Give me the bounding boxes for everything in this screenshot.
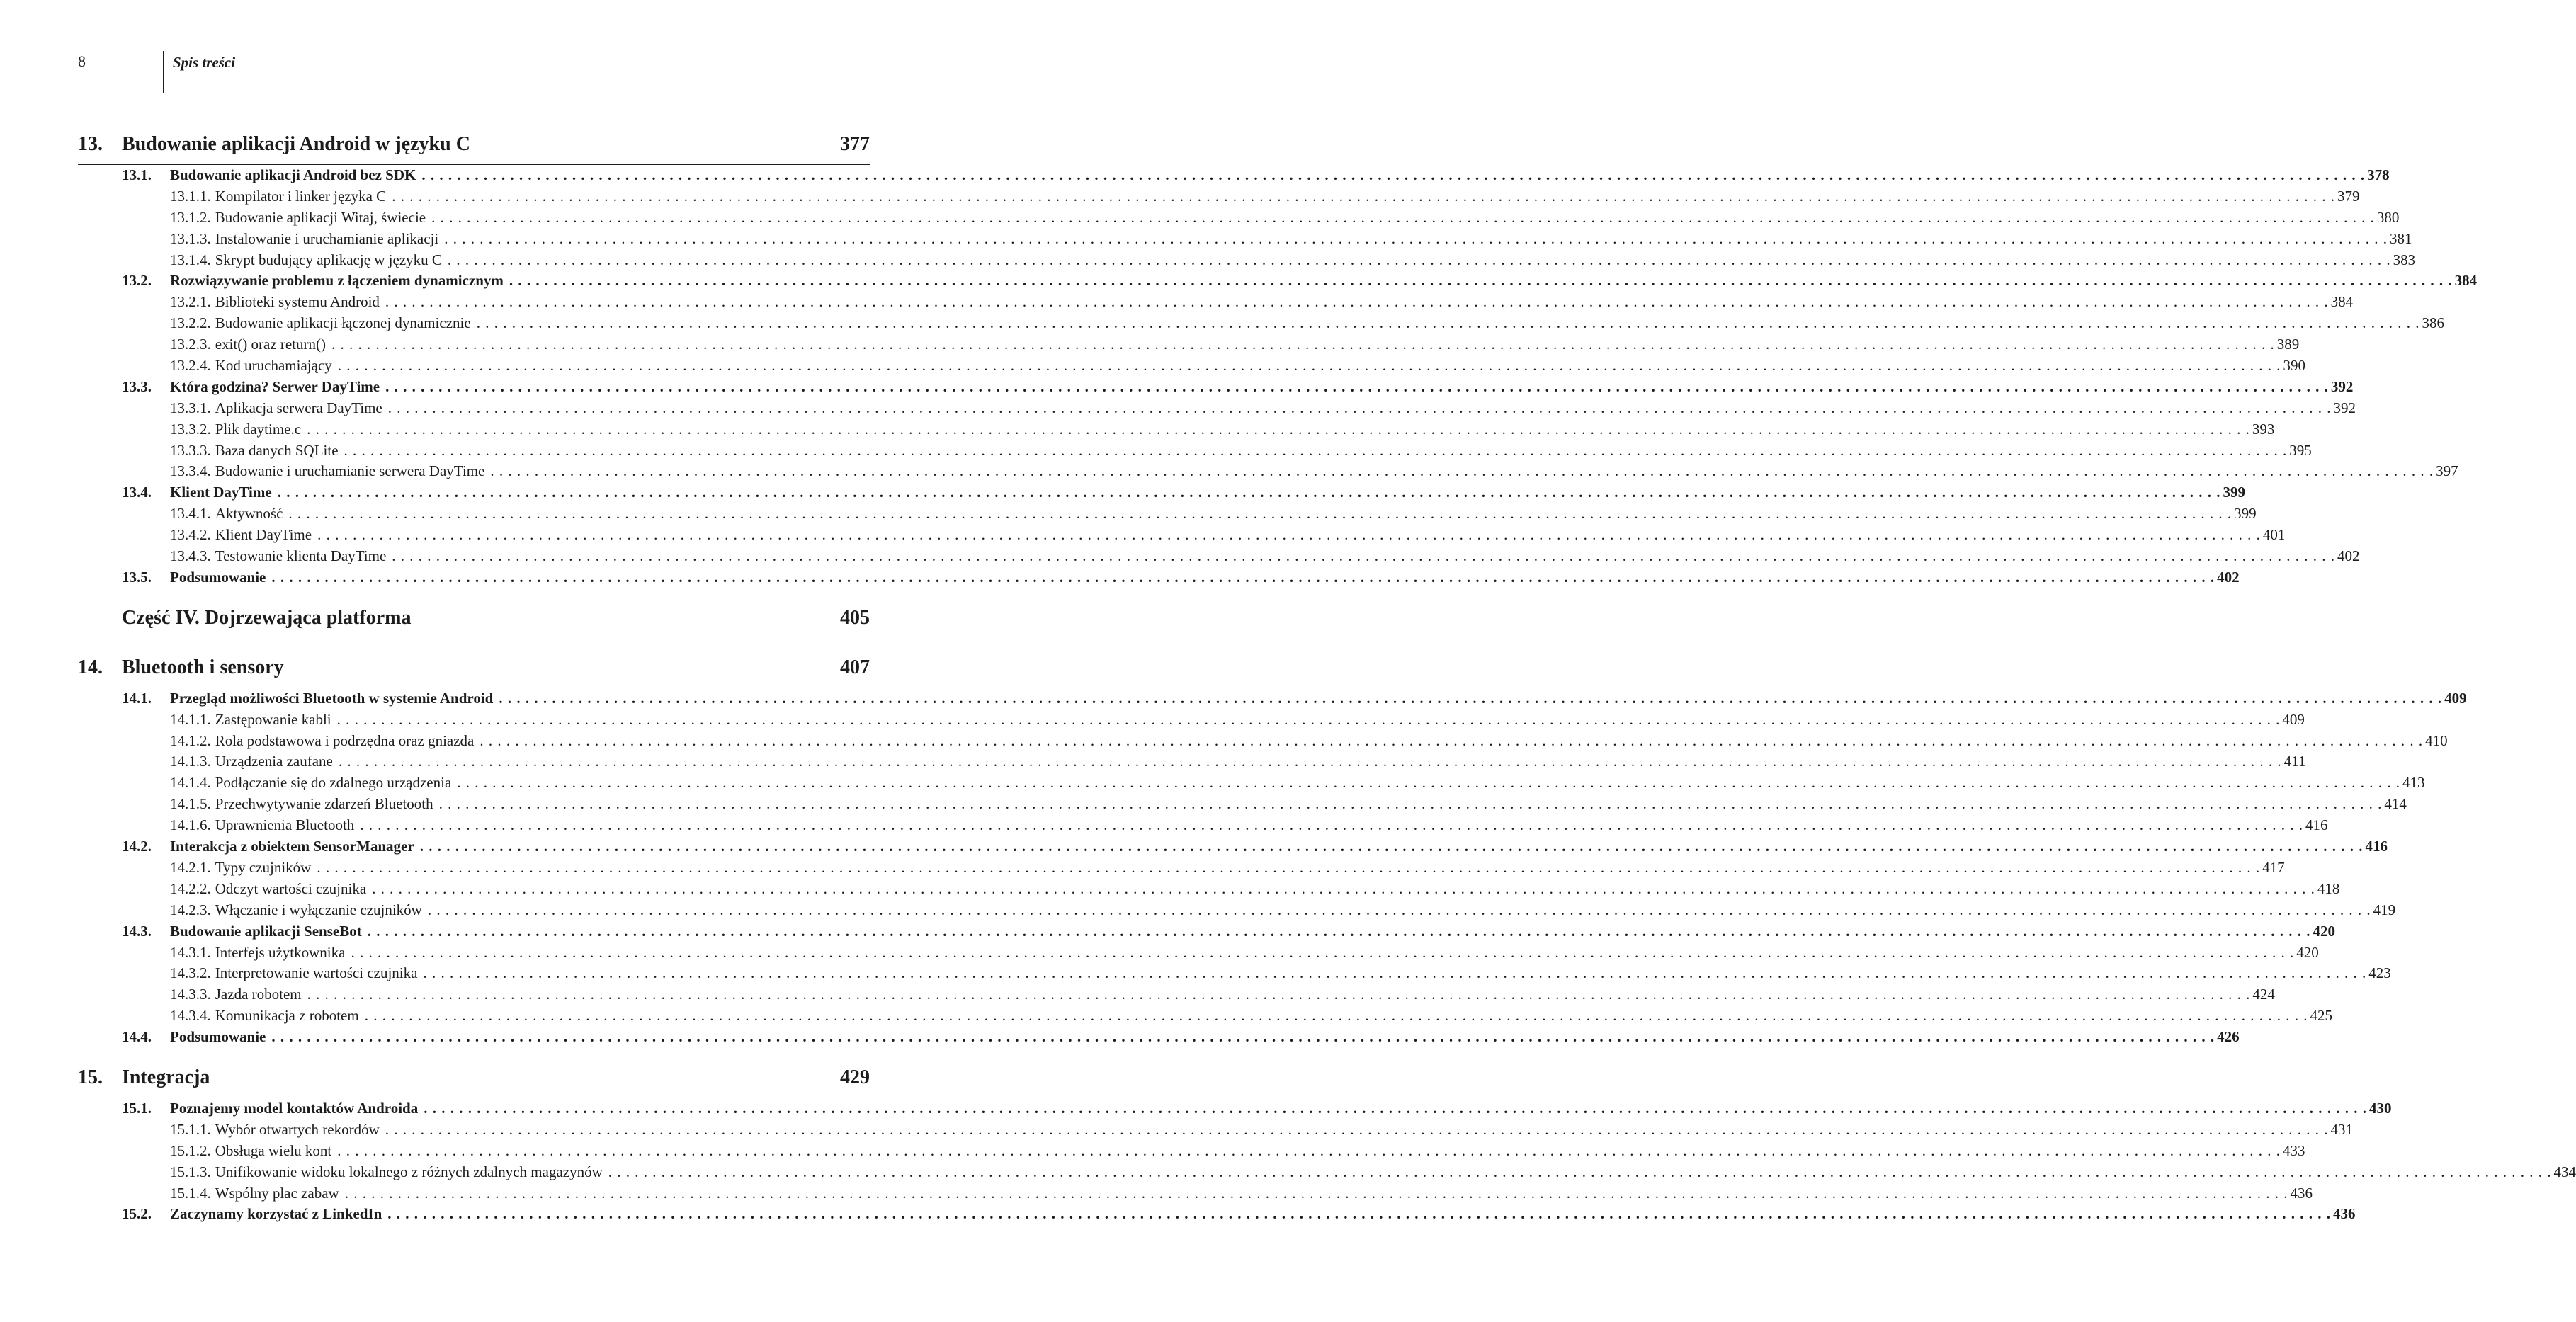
entry-title: Przegląd możliwości Bluetooth w systemie Android [170,689,494,707]
toc-subsection [78,984,2275,1005]
toc-subsection [78,942,2319,964]
entry-number: 15.1.1. [170,1120,211,1138]
entry-title: Aktywność [215,505,283,523]
toc-section [78,1204,2356,1225]
entry-title: Instalowanie i uruchamianie aplikacji [215,229,439,247]
toc-chapter-block [78,125,2478,588]
dot-leader: . . . . . . . . . . . . . . . . . . . . . . . . . . . . . . . . . . . . . . . . . . . . . . . . . . . . . . . . . . . . . . . . . . . . . . . . . . . . . . . . . . . . . . . . . . . . . . . . . . . . . . . . . . . . . . . . . . . . . . . . . . . . . . . . . . . . . . . . . . . . . . . . . . . . . . . . . . . . . . . . . . . . . . . . . . . . . . . . . . . . . . . . . . . . . . . . . . . . . . . . . . . . . . . . . . . . . . . . . . . . [457,774,2401,792]
entry-page-number: 399 [2223,484,2245,501]
entry-page-number: 395 [2289,441,2312,459]
entry-number: 13.2.2. [170,314,211,332]
section-list [78,688,2467,1048]
dot-leader: . . . . . . . . . . . . . . . . . . . . . . . . . . . . . . . . . . . . . . . . . . . . . . . . . . . . . . . . . . . . . . . . . . . . . . . . . . . . . . . . . . . . . . . . . . . . . . . . . . . . . . . . . . . . . . . . . . . . . . . . . . . . . . . . . . . . . . . . . . . . . . . . . . . . . . . . . . . . . . . . . . . . . . . . . . . . . . . . . . . . . . . . . . . . . . . . . . . . . . . . . . . . . . . . . . . . . . . . . . . . [360,816,2304,834]
chapter-heading [78,598,870,638]
toc-subsection [78,1005,2332,1027]
entry-number: 14.2.3. [170,901,211,918]
entry-page-number: 430 [2368,1099,2392,1117]
entry-page-number: 420 [2313,922,2335,940]
dot-leader: . . . . . . . . . . . . . . . . . . . . . . . . . . . . . . . . . . . . . . . . . . . . . . . . . . . . . . . . . . . . . . . . . . . . . . . . . . . . . . . . . . . . . . . . . . . . . . . . . . . . . . . . . . . . . . . . . . . . . . . . . . . . . . . . . . . . . . . . . . . . . . . . . . . . . . . . . . . . . . . . . . . . . . . . . . . . . . . . . . . . . . . . . . . . . . . . . . . . . . . . . . . . . . . . . . . . . . . . . . . . [438,795,2383,813]
toc-section [78,377,2354,398]
entry-title: Klient DayTime [215,526,312,544]
entry-title: Podsumowanie [170,568,266,586]
entry-number: 14.1.2. [170,731,211,749]
entry-number: 13.1.1. [170,187,211,205]
entry-title: Poznajemy model kontaktów Androida [170,1099,419,1117]
entry-title: Unifikowanie widoku lokalnego z różnych zdalnych magazynów [215,1163,603,1180]
dot-leader: . . . . . . . . . . . . . . . . . . . . . . . . . . . . . . . . . . . . . . . . . . . . . . . . . . . . . . . . . . . . . . . . . . . . . . . . . . . . . . . . . . . . . . . . . . . . . . . . . . . . . . . . . . . . . . . . . . . . . . . . . . . . . . . . . . . . . . . . . . . . . . . . . . . . . . . . . . . . . . . . . . . . . . . . . . . . . . . . . . . . . . . . . . . . . . . . . . . . . . . . . . . . . . . . . . . . . . . . . . . . [337,357,2281,375]
entry-title: Budowanie aplikacji Android bez SDK [170,166,416,183]
dot-leader: . . . . . . . . . . . . . . . . . . . . . . . . . . . . . . . . . . . . . . . . . . . . . . . . . . . . . . . . . . . . . . . . . . . . . . . . . . . . . . . . . . . . . . . . . . . . . . . . . . . . . . . . . . . . . . . . . . . . . . . . . . . . . . . . . . . . . . . . . . . . . . . . . . . . . . . . . . . . . . . . . . . . . . . . . . . . . . . . . . . . . . . . . . . . . . . . . . . . . . . . . . . . . . . . . . . . . . . . . . . . [385,293,2329,311]
entry-title: Plik daytime.c [215,420,302,438]
entry-page-number: 418 [2317,879,2340,897]
entry-page-number: 397 [2436,462,2458,480]
chapter-number: 13. [78,133,103,155]
entry-title: Interfejs użytkownika [215,943,346,961]
toc-subsection [78,398,2356,419]
entry-title: Rozwiązywanie problemu z łączeniem dynamicznym [170,272,504,290]
dot-leader: . . . . . . . . . . . . . . . . . . . . . . . . . . . . . . . . . . . . . . . . . . . . . . . . . . . . . . . . . . . . . . . . . . . . . . . . . . . . . . . . . . . . . . . . . . . . . . . . . . . . . . . . . . . . . . . . . . . . . . . . . . . . . . . . . . . . . . . . . . . . . . . . . . . . . . . . . . . . . . . . . . . . . . . . . . . . . . . . . . . . . . . . . . . . . . . . . . . . . . . . . . . . . . . . . . . . . . . . . . . . [277,484,2221,501]
entry-number: 15.1.2. [170,1141,211,1159]
toc-section [78,1098,2392,1119]
entry-number: 13.1.4. [170,251,211,268]
toc-section [78,688,2467,710]
entry-title: Podłączanie się do zdalnego urządzenia [215,774,452,792]
entry-number: 13.2.4. [170,357,211,375]
toc-subsection [78,710,2305,731]
dot-leader: . . . . . . . . . . . . . . . . . . . . . . . . . . . . . . . . . . . . . . . . . . . . . . . . . . . . . . . . . . . . . . . . . . . . . . . . . . . . . . . . . . . . . . . . . . . . . . . . . . . . . . . . . . . . . . . . . . . . . . . . . . . . . . . . . . . . . . . . . . . . . . . . . . . . . . . . . . . . . . . . . . . . . . . . . . . . . . . . . . . . . . . . . . . . . . . . . . . . . . . . . . . . . . . . . . . . . . . . . . . . [499,689,2443,707]
entry-title: Przechwytywanie zdarzeń Bluetooth [215,795,433,813]
dot-leader: . . . . . . . . . . . . . . . . . . . . . . . . . . . . . . . . . . . . . . . . . . . . . . . . . . . . . . . . . . . . . . . . . . . . . . . . . . . . . . . . . . . . . . . . . . . . . . . . . . . . . . . . . . . . . . . . . . . . . . . . . . . . . . . . . . . . . . . . . . . . . . . . . . . . . . . . . . . . . . . . . . . . . . . . . . . . . . . . . . . . . . . . . . . . . . . . . . . . . . . . . . . . . . . . . . . . . . . . . . . . [480,731,2424,749]
chapter-heading [78,125,870,164]
entry-title: Zaczynamy korzystać z LinkedIn [170,1205,382,1223]
entry-page-number: 393 [2252,420,2275,438]
toc-subsection [78,773,2425,794]
entry-title: Budowanie aplikacji Witaj, świecie [215,208,426,226]
toc-subsection [78,250,2416,271]
entry-number: 14.2.1. [170,858,211,876]
toc-subsection [78,313,2444,334]
toc-subsection [78,751,2306,773]
entry-title: Budowanie i uruchamianie serwera DayTime [215,462,485,480]
dot-leader: . . . . . . . . . . . . . . . . . . . . . . . . . . . . . . . . . . . . . . . . . . . . . . . . . . . . . . . . . . . . . . . . . . . . . . . . . . . . . . . . . . . . . . . . . . . . . . . . . . . . . . . . . . . . . . . . . . . . . . . . . . . . . . . . . . . . . . . . . . . . . . . . . . . . . . . . . . . . . . . . . . . . . . . . . . . . . . . . . . . . . . . . . . . . . . . . . . . . . . . . . . . . . . . . . . . . . . . . . . . . [317,526,2261,544]
entry-page-number: 409 [2444,689,2467,707]
entry-page-number: 426 [2217,1028,2240,1046]
entry-title: Interakcja z obiektem SensorManager [170,838,414,855]
chapter-number: 14. [78,656,103,678]
chapter-page-number: 429 [840,1066,870,1088]
entry-page-number: 378 [2367,166,2390,183]
entry-page-number: 410 [2425,731,2448,749]
page-number: 8 [78,52,86,70]
entry-number: 13.4. [122,484,152,501]
dot-leader: . . . . . . . . . . . . . . . . . . . . . . . . . . . . . . . . . . . . . . . . . . . . . . . . . . . . . . . . . . . . . . . . . . . . . . . . . . . . . . . . . . . . . . . . . . . . . . . . . . . . . . . . . . . . . . . . . . . . . . . . . . . . . . . . . . . . . . . . . . . . . . . . . . . . . . . . . . . . . . . . . . . . . . . . . . . . . . . . . . . . . . . . . . . . . . . . . . . . . . . . . . . . . . . . . . . . . . . . . . . . [509,272,2453,290]
dot-leader: . . . . . . . . . . . . . . . . . . . . . . . . . . . . . . . . . . . . . . . . . . . . . . . . . . . . . . . . . . . . . . . . . . . . . . . . . . . . . . . . . . . . . . . . . . . . . . . . . . . . . . . . . . . . . . . . . . . . . . . . . . . . . . . . . . . . . . . . . . . . . . . . . . . . . . . . . . . . . . . . . . . . . . . . . . . . . . . . . . . . . . . . . . . . . . . . . . . . . . . . . . . . . . . . . . . . . . . . . . . . [271,1028,2215,1046]
entry-title: Kompilator i linker języka C [215,187,387,205]
running-title: Spis treści [173,54,236,71]
dot-leader: . . . . . . . . . . . . . . . . . . . . . . . . . . . . . . . . . . . . . . . . . . . . . . . . . . . . . . . . . . . . . . . . . . . . . . . . . . . . . . . . . . . . . . . . . . . . . . . . . . . . . . . . . . . . . . . . . . . . . . . . . . . . . . . . . . . . . . . . . . . . . . . . . . . . . . . . . . . . . . . . . . . . . . . . . . . . . . . . . . . . . . . . . . . . . . . . . . . . . . . . . . . . . . . . . . . . . . . . . . . . [490,462,2434,480]
entry-number: 13.5. [122,568,152,586]
entry-page-number: 436 [2333,1205,2356,1223]
toc-subsection [78,334,2300,355]
toc-subsection [78,1141,2305,1162]
toc-subsection [78,1162,2576,1183]
dot-leader: . . . . . . . . . . . . . . . . . . . . . . . . . . . . . . . . . . . . . . . . . . . . . . . . . . . . . . . . . . . . . . . . . . . . . . . . . . . . . . . . . . . . . . . . . . . . . . . . . . . . . . . . . . . . . . . . . . . . . . . . . . . . . . . . . . . . . . . . . . . . . . . . . . . . . . . . . . . . . . . . . . . . . . . . . . . . . . . . . . . . . . . . . . . . . . . . . . . . . . . . . . . . . . . . . . . . . . . . . . . . [419,838,2364,855]
toc-subsection [78,546,2360,567]
entry-page-number: 414 [2384,795,2407,813]
entry-page-number: 389 [2276,336,2300,353]
entry-title: Budowanie aplikacji łączonej dynamicznie [215,314,471,332]
dot-leader: . . . . . . . . . . . . . . . . . . . . . . . . . . . . . . . . . . . . . . . . . . . . . . . . . . . . . . . . . . . . . . . . . . . . . . . . . . . . . . . . . . . . . . . . . . . . . . . . . . . . . . . . . . . . . . . . . . . . . . . . . . . . . . . . . . . . . . . . . . . . . . . . . . . . . . . . . . . . . . . . . . . . . . . . . . . . . . . . . . . . . . . . . . . . . . . . . . . . . . . . . . . . . . . . . . . . . . . . . . . . [387,399,2332,416]
toc-subsection [78,857,2285,879]
entry-page-number: 423 [2368,964,2391,982]
entry-page-number: 433 [2282,1141,2305,1159]
chapter-title: Bluetooth i sensory [122,656,284,678]
entry-number: 14.3.4. [170,1007,211,1025]
entry-page-number: 431 [2330,1120,2353,1138]
dot-leader: . . . . . . . . . . . . . . . . . . . . . . . . . . . . . . . . . . . . . . . . . . . . . . . . . . . . . . . . . . . . . . . . . . . . . . . . . . . . . . . . . . . . . . . . . . . . . . . . . . . . . . . . . . . . . . . . . . . . . . . . . . . . . . . . . . . . . . . . . . . . . . . . . . . . . . . . . . . . . . . . . . . . . . . . . . . . . . . . . . . . . . . . . . . . . . . . . . . . . . . . . . . . . . . . . . . . . . . . . . . . [385,377,2329,395]
dot-leader: . . . . . . . . . . . . . . . . . . . . . . . . . . . . . . . . . . . . . . . . . . . . . . . . . . . . . . . . . . . . . . . . . . . . . . . . . . . . . . . . . . . . . . . . . . . . . . . . . . . . . . . . . . . . . . . . . . . . . . . . . . . . . . . . . . . . . . . . . . . . . . . . . . . . . . . . . . . . . . . . . . . . . . . . . . . . . . . . . . . . . . . . . . . . . . . . . . . . . . . . . . . . . . . . . . . . . . . . . . . . [387,1205,2331,1223]
entry-page-number: 386 [2422,314,2444,332]
entry-title: Budowanie aplikacji SenseBot [170,922,362,940]
entry-page-number: 383 [2393,251,2416,268]
entry-title: Która godzina? Serwer DayTime [170,377,380,395]
entry-page-number: 402 [2217,568,2240,586]
entry-number: 15.2. [122,1205,152,1223]
toc-subsection [78,440,2312,462]
table-of-contents [78,125,2576,1225]
section-list [78,1098,2576,1225]
entry-number: 13.4.3. [170,547,211,565]
chapter-title: Integracja [122,1066,210,1088]
toc-subsection [78,794,2407,815]
entry-page-number: 416 [2365,838,2388,855]
entry-title: Urządzenia zaufane [215,753,333,770]
entry-page-number: 402 [2337,547,2360,565]
entry-number: 14.2. [122,838,152,855]
toc-subsection [78,355,2306,377]
dot-leader: . . . . . . . . . . . . . . . . . . . . . . . . . . . . . . . . . . . . . . . . . . . . . . . . . . . . . . . . . . . . . . . . . . . . . . . . . . . . . . . . . . . . . . . . . . . . . . . . . . . . . . . . . . . . . . . . . . . . . . . . . . . . . . . . . . . . . . . . . . . . . . . . . . . . . . . . . . . . . . . . . . . . . . . . . . . . . . . . . . . . . . . . . . . . . . . . . . . . . . . . . . . . . . . . . . . . . . . . . . . . [351,943,2295,961]
dot-leader: . . . . . . . . . . . . . . . . . . . . . . . . . . . . . . . . . . . . . . . . . . . . . . . . . . . . . . . . . . . . . . . . . . . . . . . . . . . . . . . . . . . . . . . . . . . . . . . . . . . . . . . . . . . . . . . . . . . . . . . . . . . . . . . . . . . . . . . . . . . . . . . . . . . . . . . . . . . . . . . . . . . . . . . . . . . . . . . . . . . . . . . . . . . . . . . . . . . . . . . . . . . . . . . . . . . . . . . . . . . . [392,187,2335,205]
chapter-page-number: 377 [840,133,870,155]
entry-number: 14.4. [122,1028,152,1046]
entry-page-number: 379 [2337,187,2360,205]
entry-page-number: 420 [2296,943,2319,961]
toc-section [78,165,2390,186]
entry-number: 13.2.3. [170,336,211,353]
toc-subsection [78,815,2328,836]
dot-leader: . . . . . . . . . . . . . . . . . . . . . . . . . . . . . . . . . . . . . . . . . . . . . . . . . . . . . . . . . . . . . . . . . . . . . . . . . . . . . . . . . . . . . . . . . . . . . . . . . . . . . . . . . . . . . . . . . . . . . . . . . . . . . . . . . . . . . . . . . . . . . . . . . . . . . . . . . . . . . . . . . . . . . . . . . . . . . . . . . . . . . . . . . . . . . . . . . . . . . . . . . . . . . . . . . . . . . . . . . . . . [317,858,2261,876]
dot-leader: . . . . . . . . . . . . . . . . . . . . . . . . . . . . . . . . . . . . . . . . . . . . . . . . . . . . . . . . . . . . . . . . . . . . . . . . . . . . . . . . . . . . . . . . . . . . . . . . . . . . . . . . . . . . . . . . . . . . . . . . . . . . . . . . . . . . . . . . . . . . . . . . . . . . . . . . . . . . . . . . . . . . . . . . . . . . . . . . . . . . . . . . . . . . . . . . . . . . . . . . . . . . . . . . . . . . . . . . . . . . [338,753,2282,770]
toc-chapter-block [78,648,2467,1048]
entry-number: 13.4.1. [170,505,211,523]
entry-number: 14.3. [122,922,152,940]
entry-number: 14.1.3. [170,753,211,770]
entry-title: Baza danych SQLite [215,441,339,459]
entry-page-number: 413 [2402,774,2425,792]
toc-subsection [78,207,2400,229]
dot-leader: . . . . . . . . . . . . . . . . . . . . . . . . . . . . . . . . . . . . . . . . . . . . . . . . . . . . . . . . . . . . . . . . . . . . . . . . . . . . . . . . . . . . . . . . . . . . . . . . . . . . . . . . . . . . . . . . . . . . . . . . . . . . . . . . . . . . . . . . . . . . . . . . . . . . . . . . . . . . . . . . . . . . . . . . . . . . . . . . . . . . . . . . . . . . . . . . . . . . . . . . . . . . . . . . . . . . . . . . . . . . [307,986,2251,1003]
entry-number: 13.3.2. [170,420,211,438]
chapter-page-number: 407 [840,656,870,678]
entry-number: 14.3.2. [170,964,211,982]
entry-page-number: 380 [2376,208,2400,226]
entry-number: 15.1.4. [170,1184,211,1202]
toc-subsection [78,419,2275,440]
entry-number: 13.2.1. [170,293,211,311]
entry-number: 14.1. [122,689,152,707]
dot-leader: . . . . . . . . . . . . . . . . . . . . . . . . . . . . . . . . . . . . . . . . . . . . . . . . . . . . . . . . . . . . . . . . . . . . . . . . . . . . . . . . . . . . . . . . . . . . . . . . . . . . . . . . . . . . . . . . . . . . . . . . . . . . . . . . . . . . . . . . . . . . . . . . . . . . . . . . . . . . . . . . . . . . . . . . . . . . . . . . . . . . . . . . . . . . . . . . . . . . . . . . . . . . . . . . . . . . . . . . . . . . [307,420,2250,438]
dot-leader: . . . . . . . . . . . . . . . . . . . . . . . . . . . . . . . . . . . . . . . . . . . . . . . . . . . . . . . . . . . . . . . . . . . . . . . . . . . . . . . . . . . . . . . . . . . . . . . . . . . . . . . . . . . . . . . . . . . . . . . . . . . . . . . . . . . . . . . . . . . . . . . . . . . . . . . . . . . . . . . . . . . . . . . . . . . . . . . . . . . . . . . . . . . . . . . . . . . . . . . . . . . . . . . . . . . . . . . . . . . . [364,1007,2308,1025]
dot-leader: . . . . . . . . . . . . . . . . . . . . . . . . . . . . . . . . . . . . . . . . . . . . . . . . . . . . . . . . . . . . . . . . . . . . . . . . . . . . . . . . . . . . . . . . . . . . . . . . . . . . . . . . . . . . . . . . . . . . . . . . . . . . . . . . . . . . . . . . . . . . . . . . . . . . . . . . . . . . . . . . . . . . . . . . . . . . . . . . . . . . . . . . . . . . . . . . . . . . . . . . . . . . . . . . . . . . . . . . . . . . [447,251,2391,268]
entry-number: 13.1.3. [170,229,211,247]
toc-section [78,836,2388,857]
toc-chapter-block [78,598,870,638]
entry-number: 14.1.4. [170,774,211,792]
chapter-title: Część IV. Dojrzewająca platforma [122,606,412,629]
entry-page-number: 390 [2283,357,2306,375]
entry-page-number: 424 [2252,986,2275,1003]
entry-page-number: 384 [2330,293,2354,311]
entry-page-number: 392 [2333,399,2356,416]
entry-number: 14.2.2. [170,879,211,897]
dot-leader: . . . . . . . . . . . . . . . . . . . . . . . . . . . . . . . . . . . . . . . . . . . . . . . . . . . . . . . . . . . . . . . . . . . . . . . . . . . . . . . . . . . . . . . . . . . . . . . . . . . . . . . . . . . . . . . . . . . . . . . . . . . . . . . . . . . . . . . . . . . . . . . . . . . . . . . . . . . . . . . . . . . . . . . . . . . . . . . . . . . . . . . . . . . . . . . . . . . . . . . . . . . . . . . . . . . . . . . . . . . . [344,441,2288,459]
entry-page-number: 416 [2305,816,2328,834]
entry-number: 13.2. [122,272,152,290]
entry-page-number: 384 [2454,272,2478,290]
dot-leader: . . . . . . . . . . . . . . . . . . . . . . . . . . . . . . . . . . . . . . . . . . . . . . . . . . . . . . . . . . . . . . . . . . . . . . . . . . . . . . . . . . . . . . . . . . . . . . . . . . . . . . . . . . . . . . . . . . . . . . . . . . . . . . . . . . . . . . . . . . . . . . . . . . . . . . . . . . . . . . . . . . . . . . . . . . . . . . . . . . . . . . . . . . . . . . . . . . . . . . . . . . . . . . . . . . . . . . . . . . . . [421,166,2366,183]
toc-subsection [78,1183,2313,1204]
entry-title: Odczyt wartości czujnika [215,879,367,897]
entry-page-number: 392 [2330,377,2354,395]
entry-title: Biblioteki systemu Android [215,293,380,311]
entry-page-number: 417 [2262,858,2285,876]
entry-title: Zastępowanie kabli [215,710,331,728]
toc-subsection [78,186,2360,207]
entry-page-number: 411 [2283,753,2306,770]
toc-subsection [78,900,2396,921]
entry-number: 13.4.2. [170,526,211,544]
toc-section [78,567,2240,588]
entry-title: Jazda robotem [215,986,302,1003]
dot-leader: . . . . . . . . . . . . . . . . . . . . . . . . . . . . . . . . . . . . . . . . . . . . . . . . . . . . . . . . . . . . . . . . . . . . . . . . . . . . . . . . . . . . . . . . . . . . . . . . . . . . . . . . . . . . . . . . . . . . . . . . . . . . . . . . . . . . . . . . . . . . . . . . . . . . . . . . . . . . . . . . . . . . . . . . . . . . . . . . . . . . . . . . . . . . . . . . . . . . . . . . . . . . . . . . . . . . . . . . . . . . [427,901,2371,918]
dot-leader: . . . . . . . . . . . . . . . . . . . . . . . . . . . . . . . . . . . . . . . . . . . . . . . . . . . . . . . . . . . . . . . . . . . . . . . . . . . . . . . . . . . . . . . . . . . . . . . . . . . . . . . . . . . . . . . . . . . . . . . . . . . . . . . . . . . . . . . . . . . . . . . . . . . . . . . . . . . . . . . . . . . . . . . . . . . . . . . . . . . . . . . . . . . . . . . . . . . . . . . . . . . . . . . . . . . . . . . . . . . . [331,336,2275,353]
dot-leader: . . . . . . . . . . . . . . . . . . . . . . . . . . . . . . . . . . . . . . . . . . . . . . . . . . . . . . . . . . . . . . . . . . . . . . . . . . . . . . . . . . . . . . . . . . . . . . . . . . . . . . . . . . . . . . . . . . . . . . . . . . . . . . . . . . . . . . . . . . . . . . . . . . . . . . . . . . . . . . . . . . . . . . . . . . . . . . . . . . . . . . . . . . . . . . . . . . . . . . . . . . . . . . . . . . . . . . . . . . . . [288,505,2232,523]
entry-page-number: 409 [2282,710,2305,728]
dot-leader: . . . . . . . . . . . . . . . . . . . . . . . . . . . . . . . . . . . . . . . . . . . . . . . . . . . . . . . . . . . . . . . . . . . . . . . . . . . . . . . . . . . . . . . . . . . . . . . . . . . . . . . . . . . . . . . . . . . . . . . . . . . . . . . . . . . . . . . . . . . . . . . . . . . . . . . . . . . . . . . . . . . . . . . . . . . . . . . . . . . . . . . . . . . . . . . . . . . . . . . . . . . . . . . . . . . . . . . . . . . . [423,964,2367,982]
dot-leader: . . . . . . . . . . . . . . . . . . . . . . . . . . . . . . . . . . . . . . . . . . . . . . . . . . . . . . . . . . . . . . . . . . . . . . . . . . . . . . . . . . . . . . . . . . . . . . . . . . . . . . . . . . . . . . . . . . . . . . . . . . . . . . . . . . . . . . . . . . . . . . . . . . . . . . . . . . . . . . . . . . . . . . . . . . . . . . . . . . . . . . . . . . . . . . . . . . . . . . . . . . . . . . . . . . . . . . . . . . . . [337,1141,2281,1159]
entry-page-number: 436 [2290,1184,2313,1202]
entry-number: 14.3.3. [170,986,211,1003]
entry-number: 14.1.1. [170,710,211,728]
toc-subsection [78,461,2458,482]
chapter-page-number: 405 [840,606,870,629]
entry-title: Podsumowanie [170,1028,266,1046]
entry-title: Testowanie klienta DayTime [215,547,387,565]
entry-number: 14.3.1. [170,943,211,961]
entry-page-number: 381 [2389,229,2412,247]
chapter-heading [78,1058,870,1098]
dot-leader: . . . . . . . . . . . . . . . . . . . . . . . . . . . . . . . . . . . . . . . . . . . . . . . . . . . . . . . . . . . . . . . . . . . . . . . . . . . . . . . . . . . . . . . . . . . . . . . . . . . . . . . . . . . . . . . . . . . . . . . . . . . . . . . . . . . . . . . . . . . . . . . . . . . . . . . . . . . . . . . . . . . . . . . . . . . . . . . . . . . . . . . . . . . . . . . . . . . . . . . . . . . . . . . . . . . . . . . . . . . . [271,568,2215,586]
entry-title: Obsługa wielu kont [215,1141,332,1159]
entry-number: 13.3.1. [170,399,211,416]
dot-leader: . . . . . . . . . . . . . . . . . . . . . . . . . . . . . . . . . . . . . . . . . . . . . . . . . . . . . . . . . . . . . . . . . . . . . . . . . . . . . . . . . . . . . . . . . . . . . . . . . . . . . . . . . . . . . . . . . . . . . . . . . . . . . . . . . . . . . . . . . . . . . . . . . . . . . . . . . . . . . . . . . . . . . . . . . . . . . . . . . . . . . . . . . . . . . . . . . . . . . . . . . . . . . . . . . . . . . . . . . . . . [431,208,2375,226]
entry-number: 13.1. [122,166,152,183]
dot-leader: . . . . . . . . . . . . . . . . . . . . . . . . . . . . . . . . . . . . . . . . . . . . . . . . . . . . . . . . . . . . . . . . . . . . . . . . . . . . . . . . . . . . . . . . . . . . . . . . . . . . . . . . . . . . . . . . . . . . . . . . . . . . . . . . . . . . . . . . . . . . . . . . . . . . . . . . . . . . . . . . . . . . . . . . . . . . . . . . . . . . . . . . . . . . . . . . . . . . . . . . . . . . . . . . . . . . . . . . . . . . [608,1163,2552,1180]
entry-title: Aplikacja serwera DayTime [215,399,382,416]
chapter-heading [78,648,870,688]
toc-section [78,482,2245,503]
entry-title: Komunikacja z robotem [215,1007,359,1025]
toc-subsection [78,229,2412,250]
entry-title: Wybór otwartych rekordów [215,1120,380,1138]
toc-subsection [78,525,2286,546]
entry-title: Skrypt budujący aplikację w języku C [215,251,442,268]
dot-leader: . . . . . . . . . . . . . . . . . . . . . . . . . . . . . . . . . . . . . . . . . . . . . . . . . . . . . . . . . . . . . . . . . . . . . . . . . . . . . . . . . . . . . . . . . . . . . . . . . . . . . . . . . . . . . . . . . . . . . . . . . . . . . . . . . . . . . . . . . . . . . . . . . . . . . . . . . . . . . . . . . . . . . . . . . . . . . . . . . . . . . . . . . . . . . . . . . . . . . . . . . . . . . . . . . . . . . . . . . . . . [424,1099,2367,1117]
entry-number: 14.1.5. [170,795,211,813]
entry-title: Uprawnienia Bluetooth [215,816,355,834]
toc-section [78,921,2335,942]
entry-page-number: 434 [2553,1163,2576,1180]
toc-subsection [78,963,2391,984]
toc-subsection [78,503,2257,525]
dot-leader: . . . . . . . . . . . . . . . . . . . . . . . . . . . . . . . . . . . . . . . . . . . . . . . . . . . . . . . . . . . . . . . . . . . . . . . . . . . . . . . . . . . . . . . . . . . . . . . . . . . . . . . . . . . . . . . . . . . . . . . . . . . . . . . . . . . . . . . . . . . . . . . . . . . . . . . . . . . . . . . . . . . . . . . . . . . . . . . . . . . . . . . . . . . . . . . . . . . . . . . . . . . . . . . . . . . . . . . . . . . . [372,879,2315,897]
dot-leader: . . . . . . . . . . . . . . . . . . . . . . . . . . . . . . . . . . . . . . . . . . . . . . . . . . . . . . . . . . . . . . . . . . . . . . . . . . . . . . . . . . . . . . . . . . . . . . . . . . . . . . . . . . . . . . . . . . . . . . . . . . . . . . . . . . . . . . . . . . . . . . . . . . . . . . . . . . . . . . . . . . . . . . . . . . . . . . . . . . . . . . . . . . . . . . . . . . . . . . . . . . . . . . . . . . . . . . . . . . . . [367,922,2311,940]
dot-leader: . . . . . . . . . . . . . . . . . . . . . . . . . . . . . . . . . . . . . . . . . . . . . . . . . . . . . . . . . . . . . . . . . . . . . . . . . . . . . . . . . . . . . . . . . . . . . . . . . . . . . . . . . . . . . . . . . . . . . . . . . . . . . . . . . . . . . . . . . . . . . . . . . . . . . . . . . . . . . . . . . . . . . . . . . . . . . . . . . . . . . . . . . . . . . . . . . . . . . . . . . . . . . . . . . . . . . . . . . . . . [476,314,2420,332]
entry-page-number: 419 [2373,901,2396,918]
toc-subsection [78,1119,2353,1141]
entry-number: 15.1.3. [170,1163,211,1180]
entry-title: Kod uruchamiający [215,357,332,375]
entry-number: 13.3.3. [170,441,211,459]
entry-title: Wspólny plac zabaw [215,1184,339,1202]
entry-number: 14.1.6. [170,816,211,834]
dot-leader: . . . . . . . . . . . . . . . . . . . . . . . . . . . . . . . . . . . . . . . . . . . . . . . . . . . . . . . . . . . . . . . . . . . . . . . . . . . . . . . . . . . . . . . . . . . . . . . . . . . . . . . . . . . . . . . . . . . . . . . . . . . . . . . . . . . . . . . . . . . . . . . . . . . . . . . . . . . . . . . . . . . . . . . . . . . . . . . . . . . . . . . . . . . . . . . . . . . . . . . . . . . . . . . . . . . . . . . . . . . . [336,710,2281,728]
dot-leader: . . . . . . . . . . . . . . . . . . . . . . . . . . . . . . . . . . . . . . . . . . . . . . . . . . . . . . . . . . . . . . . . . . . . . . . . . . . . . . . . . . . . . . . . . . . . . . . . . . . . . . . . . . . . . . . . . . . . . . . . . . . . . . . . . . . . . . . . . . . . . . . . . . . . . . . . . . . . . . . . . . . . . . . . . . . . . . . . . . . . . . . . . . . . . . . . . . . . . . . . . . . . . . . . . . . . . . . . . . . . [344,1184,2288,1202]
entry-title: Typy czujników [215,858,312,876]
chapter-number: 15. [78,1066,103,1088]
header-divider [163,51,164,93]
toc-section [78,270,2478,292]
page-header [0,0,936,99]
entry-title: Interpretowanie wartości czujnika [215,964,418,982]
entry-page-number: 399 [2234,505,2257,523]
entry-page-number: 425 [2310,1007,2332,1025]
toc-subsection [78,292,2354,313]
entry-number: 15.1. [122,1099,152,1117]
entry-title: Klient DayTime [170,484,272,501]
entry-number: 13.1.2. [170,208,211,226]
toc-section [78,1027,2240,1048]
entry-number: 13.3. [122,377,152,395]
dot-leader: . . . . . . . . . . . . . . . . . . . . . . . . . . . . . . . . . . . . . . . . . . . . . . . . . . . . . . . . . . . . . . . . . . . . . . . . . . . . . . . . . . . . . . . . . . . . . . . . . . . . . . . . . . . . . . . . . . . . . . . . . . . . . . . . . . . . . . . . . . . . . . . . . . . . . . . . . . . . . . . . . . . . . . . . . . . . . . . . . . . . . . . . . . . . . . . . . . . . . . . . . . . . . . . . . . . . . . . . . . . . [385,1120,2329,1138]
toc-chapter-block [78,1058,2576,1225]
entry-title: Włączanie i wyłączanie czujników [215,901,422,918]
entry-title: Rola podstawowa i podrzędna oraz gniazda [215,731,475,749]
toc-subsection [78,731,2448,752]
dot-leader: . . . . . . . . . . . . . . . . . . . . . . . . . . . . . . . . . . . . . . . . . . . . . . . . . . . . . . . . . . . . . . . . . . . . . . . . . . . . . . . . . . . . . . . . . . . . . . . . . . . . . . . . . . . . . . . . . . . . . . . . . . . . . . . . . . . . . . . . . . . . . . . . . . . . . . . . . . . . . . . . . . . . . . . . . . . . . . . . . . . . . . . . . . . . . . . . . . . . . . . . . . . . . . . . . . . . . . . . . . . . [392,547,2336,565]
entry-title: exit() oraz return() [215,336,326,353]
chapter-title: Budowanie aplikacji Android w języku C [122,133,470,155]
section-list [78,164,2478,588]
entry-page-number: 401 [2262,526,2286,544]
toc-subsection [78,879,2340,900]
dot-leader: . . . . . . . . . . . . . . . . . . . . . . . . . . . . . . . . . . . . . . . . . . . . . . . . . . . . . . . . . . . . . . . . . . . . . . . . . . . . . . . . . . . . . . . . . . . . . . . . . . . . . . . . . . . . . . . . . . . . . . . . . . . . . . . . . . . . . . . . . . . . . . . . . . . . . . . . . . . . . . . . . . . . . . . . . . . . . . . . . . . . . . . . . . . . . . . . . . . . . . . . . . . . . . . . . . . . . . . . . . . . [444,229,2388,247]
entry-number: 13.3.4. [170,462,211,480]
